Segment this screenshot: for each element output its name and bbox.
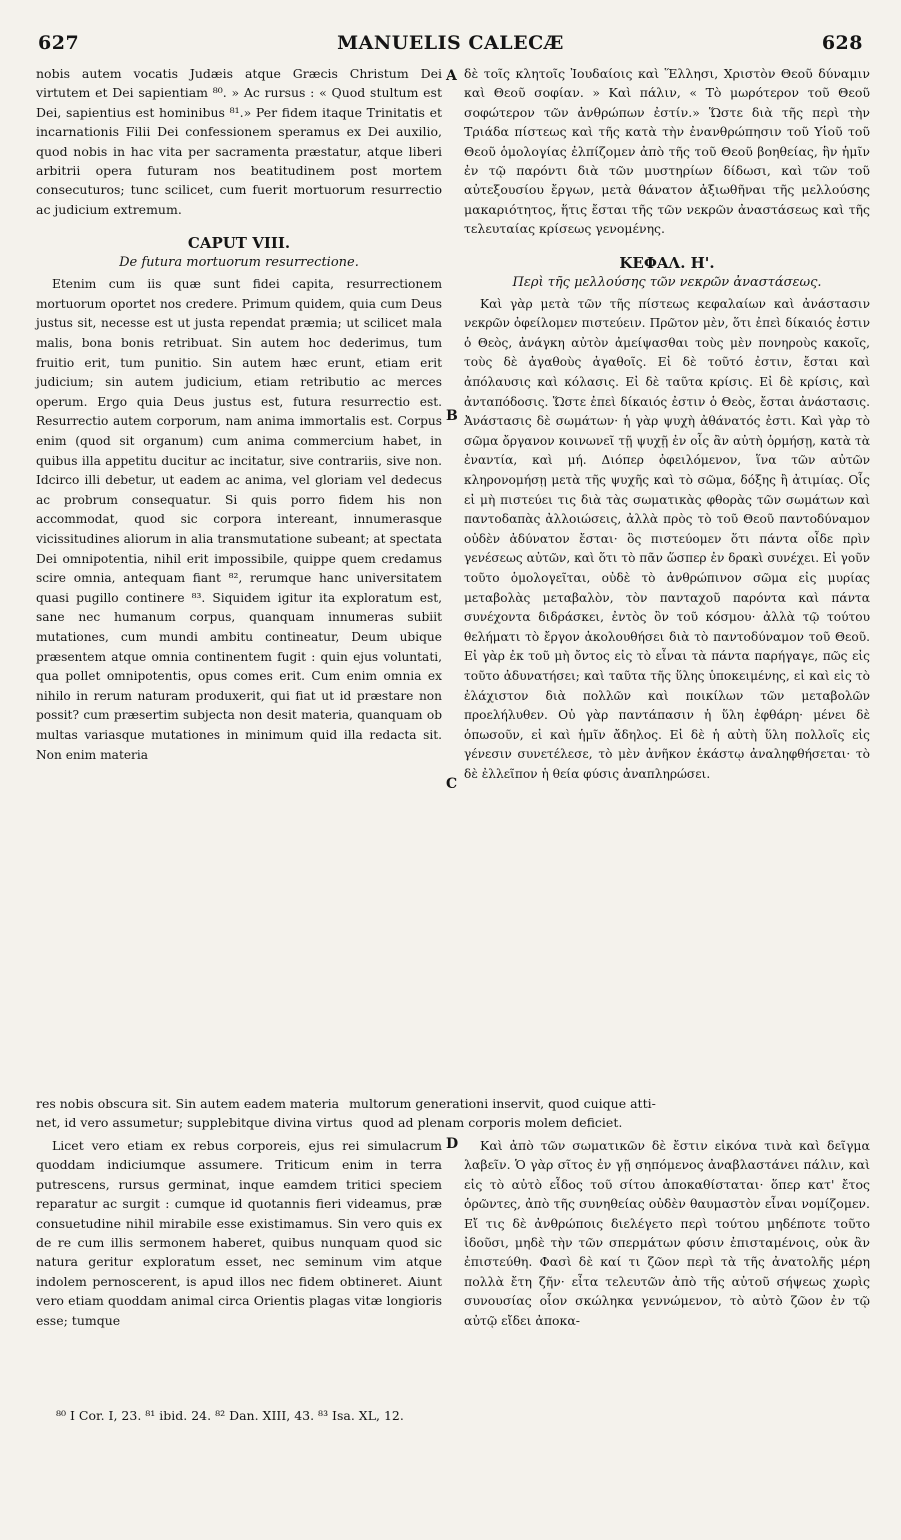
latin-chapter-title: CAPUT VIII. <box>187 234 291 253</box>
latin-paragraph-2: Licet vero etiam ex rebus corporeis, ejus rei simulacrum quoddam indiciumque assumere. Triticum enim in terra putrescens, rursus germinat, inque eamdem tritici speciem reparatur ac surgit : cumque id quotannis fieri videamus, præ consuetudine nihil mirabile esse existimamus. Sin vero quis ex de re cum illis sermonem haberet, quibus nunquam quod sic natura geritur exploratum esset, nec seminum vim atque indolem pernoscerent, is apud illos nec fidem obtineret. Aiunt vero etiam quoddam animal circa Orientis plagas vitæ longioris esse; tumque <box>36 1138 442 1328</box>
latin-intro: nobis autem vocatis Judæis atque Græcis Christum Dei virtutem et Dei sapientiam ⁸⁰. » Ac rursus : « Quod stultum est Dei, sapientius est hominibus ⁸¹.» Per fidem itaque Trinitatis et incarnationis Filii Dei confessionem speramus ex Dei auxilio, quod nobis in hac vita per sacramenta præstatur, atque liberi arbitrii opera futuram nos beatitudinem post mortem consecuturos; tunc scilicet, cum fuerit mortuorum resurrectio ac judicium extremum. <box>36 66 442 217</box>
spanning-line-1-left: res nobis obscura sit. Sin autem eadem materia <box>36 1096 340 1111</box>
page-number-right: 628 <box>821 32 863 54</box>
spanning-lines <box>36 1094 870 1133</box>
margin-marker-d: D <box>446 1136 459 1152</box>
greek-column <box>464 64 870 785</box>
latin-paragraph-1: Etenim cum iis quæ sunt fidei capita, resurrectionem mortuorum oportet nos credere. Primum quidem, quia cum Deus justus sit, necesse est ut justa rependat præmia; ut scilicet mala malis, bona bonis retribuat. Sin autem hoc dederimus, tum fruitio erit, tum punitio. Sin autem hæc erunt, etiam erit judicium; sin autem judicium, etiam retributio ac merces operum. Ergo quia Deus justus est, futura resurrectio est. Resurrectio autem corporum, nam anima immortalis est. Corpus enim (quod sit organum) cum anima commercium habet, in quibus illa appetitu ducitur ac incitatur, sive contrariis, sive non. Idcirco illi debetur, ut eadem ac anima, vel gloriam vel dedecus ac probrum consequatur. Si quis porro fidem his non accommodat, quod sic corpora intereant, innumerasque vicissitudines aliorum in alia transmutatione subeant; at spectata Dei omnipotentia, nihil erit impossibile, quippe quem credamus scire omnia, antequam fiant ⁸², rerumque hanc universitatem quasi pugillo continere ⁸³. Siquidem igitur ita exploratum est, sane nec humanum corpus, quanquam innumeras subiit mutationes, cum mundi ambitu contineatur, Deum ubique præsentem atque omnia continentem fugit : quin ejus voluntati, qua pollet omnipotentis, opus comes erit. Cum enim omnia ex nihilo in rerum naturam produxerit, qui fiat ut id præstare non possit? cum præsertim subjecta non desit materia, quanquam ob multas variasque mutationes in minimum quid illa redacta sit. Non enim materia <box>36 277 442 762</box>
latin-chapter-subtitle: De futura mortuorum resurrectione. <box>119 255 359 271</box>
margin-marker-b: B <box>446 408 458 424</box>
greek-intro: δὲ τοῖς κλητοῖς Ἰουδαίοις καὶ Ἕλλησι, Χριστὸν Θεοῦ δύναμιν καὶ Θεοῦ σοφίαν. » Καὶ πάλιν, « Τὸ μωρότερον τοῦ Θεοῦ σοφώτερον τῶν ἀνθρώπων ἐστίν.» Ὥστε διὰ τῆς περὶ τὴν Τριάδα πίστεως καὶ τῆς κατὰ τὴν ἐνανθρώπησιν τοῦ Υἱοῦ τοῦ Θεοῦ ὁμολογίας ἐλπίζομεν ἀπὸ τῆς τοῦ Θεοῦ βοηθείας, ἣν ἡμῖν ἐν τῷ παρόντι διὰ τῶν μυστηρίων δίδωσι, καὶ τῶν τοῦ αὐτεξουσίου ἔργων, μετὰ θάνατον ἀξιωθῆναι τῆς μελλούσης μακαριότητος, ἥτις ἔσται τῆς τῶν νεκρῶν ἀναστάσεως καὶ τῆς τελευταίας κρίσεως γενομένης. <box>464 66 870 237</box>
margin-marker-c: C <box>446 776 458 792</box>
spanning-line-1-right: multorum generationi inservit, quod cuique atti- <box>349 1096 656 1111</box>
page-number-left: 627 <box>38 32 80 54</box>
spanning-line-1 <box>36 1094 870 1113</box>
spanning-line-2 <box>36 1113 870 1132</box>
spanning-line-2-left: net, id vero assumetur; supplebitque divina virtus <box>36 1115 353 1131</box>
greek-paragraph-1: Καὶ γὰρ μετὰ τῶν τῆς πίστεως κεφαλαίων καὶ ἀνάστασιν νεκρῶν ὀφείλομεν πιστεύειν. Πρῶτον μὲν, ὅτι ἐπεὶ δίκαιός ἐστιν ὁ Θεὸς, ἀνάγκη αὐτὸν ἀμείψασθαι τοὺς μὲν πονηροὺς κακοῖς, τοὺς δὲ ἀγαθοὺς ἀγαθοῖς. Εἰ δὲ τοῦτό ἐστιν, ἔσται καὶ ἀπόλαυσις καὶ κόλασις. Εἰ δὲ ταῦτα κρίσις. Εἰ δὲ κρίσις, καὶ ἀνταπόδοσις. Ὥστε ἐπεὶ δίκαιός ἐστιν ὁ Θεὸς, ἔσται ἀνάστασις. Ἀνάστασις δὲ σωμάτων· ἡ γὰρ ψυχὴ ἀθάνατός ἐστι. Καὶ γὰρ τὸ σῶμα ὄργανον κοινωνεῖ τῇ ψυχῇ ἐν οἷς ἂν αὐτὴ ὁρμήσῃ, κατὰ τὰ ἐναντία, καὶ μή. Διόπερ ὀφειλόμενον, ἵνα τῶν αὐτῶν κληρονομήσῃ μετὰ τῆς ψυχῆς καὶ τὸ σῶμα, δόξης ἢ ἀτιμίας. Οἷς εἰ μὴ πιστεύει τις διὰ τὰς σωματικὰς φθορὰς τῶν σωμάτων καὶ παντοδαπὰς ἀλλοιώσεις, ἀλλὰ πρὸς τὸ τοῦ Θεοῦ παντοδύναμον οὐδὲν ἀδύνατον ἔσται· ὃς πιστεύομεν ὅτι πάντα οἶδε πρὶν γενέσεως αὐτῶν, καὶ ὅτι τὸ πᾶν ὥσπερ ἐν δρακὶ συνέχει. Εἰ γοῦν τοῦτο ὁμολογεῖται, οὐδὲ τὸ ἀνθρώπινον σῶμα εἰς μυρίας μεταβολὰς μεταβαλὸν, τὸν πανταχοῦ παρόντα καὶ πάντα συνέχοντα διδράσκει, ἐντὸς ὂν τοῦ κόσμου· ἀλλὰ τῷ τούτου θελήματι τὸ ἔργον ἀκολουθήσει διὰ τὸ παντοδύναμον τοῦ Θεοῦ. Εἰ γὰρ ἐκ τοῦ μὴ ὄντος εἰς τὸ εἶναι τὰ πάντα παρήγαγε, πῶς εἰς τοῦτο ἀδυνατήσει; καὶ ταῦτα τῆς ὕλης ὑποκειμένης, εἰ καὶ εἰς τὸ ἐλάχιστον διὰ πολλῶν καὶ ποικίλων τῶν μεταβολῶν προελήλυθεν. Οὐ γὰρ παντάπασιν ἡ ὕλη ἐφθάρη· μένει δὲ ὁπωσοῦν, εἰ καὶ ἡμῖν ἄδηλος. Εἰ δὲ ἡ αὐτὴ ὕλη πολλοῖς εἰς γένεσιν συνετέλεσε, τὸ μὲν ἀνῆκον ἑκάστῳ ἀναληφθήσεται· τὸ δὲ ἐλλεῖπον ἡ θεία φύσις ἀναπληρώσει. <box>464 296 870 781</box>
footnotes: ⁸⁰ I Cor. I, 23. ⁸¹ ibid. 24. ⁸² Dan. XIII, 43. ⁸³ Isa. XL, 12. <box>56 1408 404 1423</box>
greek-paragraph-2: Καὶ ἀπὸ τῶν σωματικῶν δὲ ἔστιν εἰκόνα τινὰ καὶ δεῖγμα λαβεῖν. Ὁ γὰρ σῖτος ἐν γῇ σηπόμενος ἀναβλαστάνει πάλιν, καὶ εἰς τὸ αὐτὸ εἶδος τοῦ σίτου ἀποκαθίσταται· ὅπερ κατ' ἔτος ὁρῶντες, ἀπὸ τῆς συνηθείας οὐδὲν θαυμαστὸν εἶναι νομίζομεν. Εἴ τις δὲ ἀνθρώποις διελέγετο περὶ τούτου μηδέποτε τοῦτο ἰδοῦσι, μηδὲ τὴν τῶν σπερμάτων φύσιν ἐπισταμένοις, οὐκ ἂν ἐπιστεύθη. Φασὶ δὲ καί τι ζῶον περὶ τὰ τῆς ἀνατολῆς μέρη πολλὰ ἔτη ζῆν· εἶτα τελευτῶν ἀπὸ τῆς αὐτοῦ σήψεως χωρὶς συνουσίας οἷον σκώληκα γεννώμενον, τὸ αὐτὸ ζῶον ἐν τῷ αὐτῷ εἴδει ἀποκα- <box>464 1138 870 1328</box>
latin-column <box>36 64 442 765</box>
running-title: MANUELIS CALECÆ <box>337 32 564 54</box>
greek-column-lower <box>464 1136 870 1330</box>
latin-column-lower <box>36 1136 442 1330</box>
greek-chapter-subtitle: Περὶ τῆς μελλούσης τῶν νεκρῶν ἀναστάσεως. <box>512 274 822 290</box>
greek-chapter-title: ΚΕΦΑΛ. Η'. <box>619 253 715 272</box>
spanning-line-2-right: quod ad plenam corporis molem deficiet. <box>362 1115 623 1131</box>
margin-marker-a: A <box>446 68 457 84</box>
